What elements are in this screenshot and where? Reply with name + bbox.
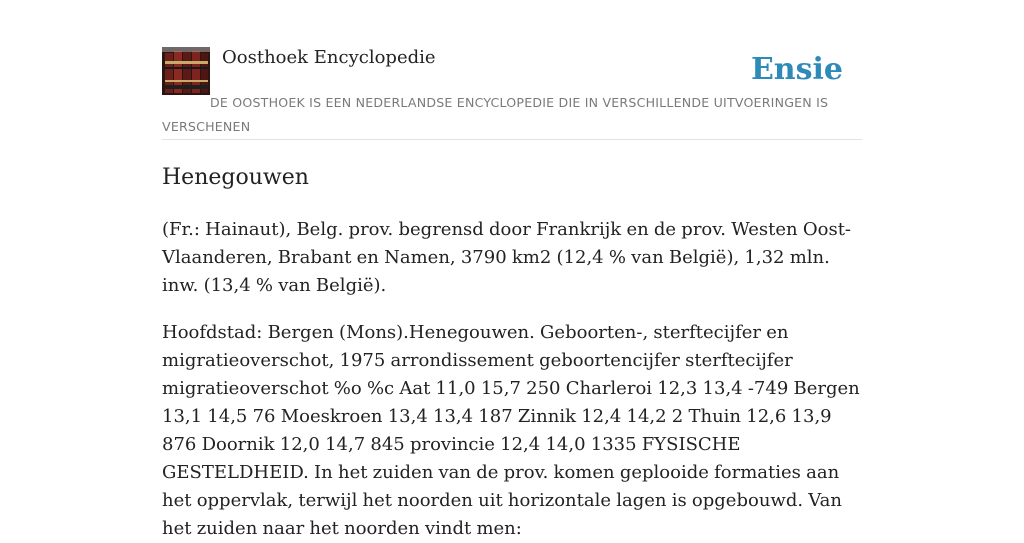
ensie-logo[interactable]: Ensie — [750, 52, 843, 87]
site-tagline: DE OOSTHOEK IS EEN NEDERLANDSE ENCYCLOPEDIE DIE IN VERSCHILLENDE UITVOERINGEN IS VERSCHENEN — [162, 95, 829, 134]
entry-paragraph: Hoofdstad: Bergen (Mons).Henegouwen. Geboorten-, sterftecijfer en migratieoverschot, 1975 arrondissement geboortencijfer sterftecijfer migratieoverschot %o %c Aat 11,0 15,7 250 Charleroi 12,3 13,4 -749 Bergen 13,1 14,5 76 Moeskroen 13,4 13,4 187 Zinnik 12,4 14,2 2 Thuin 12,6 13,9 876 Doornik 12,0 14,7 845 provincie 12,4 14,0 1335 FYSISCHE GESTELDHEID. In het zuiden van de prov. komen geplooide formaties aan het oppervlak, terwijl het noorden uit horizontale lagen is opgebouwd. Van het zuiden naar het noorden vindt men: — [162, 322, 860, 539]
books-icon — [162, 47, 210, 95]
entry-paragraph: (Fr.: Hainaut), Belg. prov. begrensd door Frankrijk en de prov. Westen Oost-Vlaanderen, Brabant en Namen, 3790 km2 (12,4 % van België), 1,32 mln. inw. (13,4 % van België). — [162, 219, 852, 296]
encyclopedia-avatar[interactable] — [162, 47, 210, 95]
entry-title: Henegouwen — [162, 165, 309, 190]
header-divider — [162, 139, 862, 140]
site-title[interactable]: Oosthoek Encyclopedie — [222, 47, 436, 68]
